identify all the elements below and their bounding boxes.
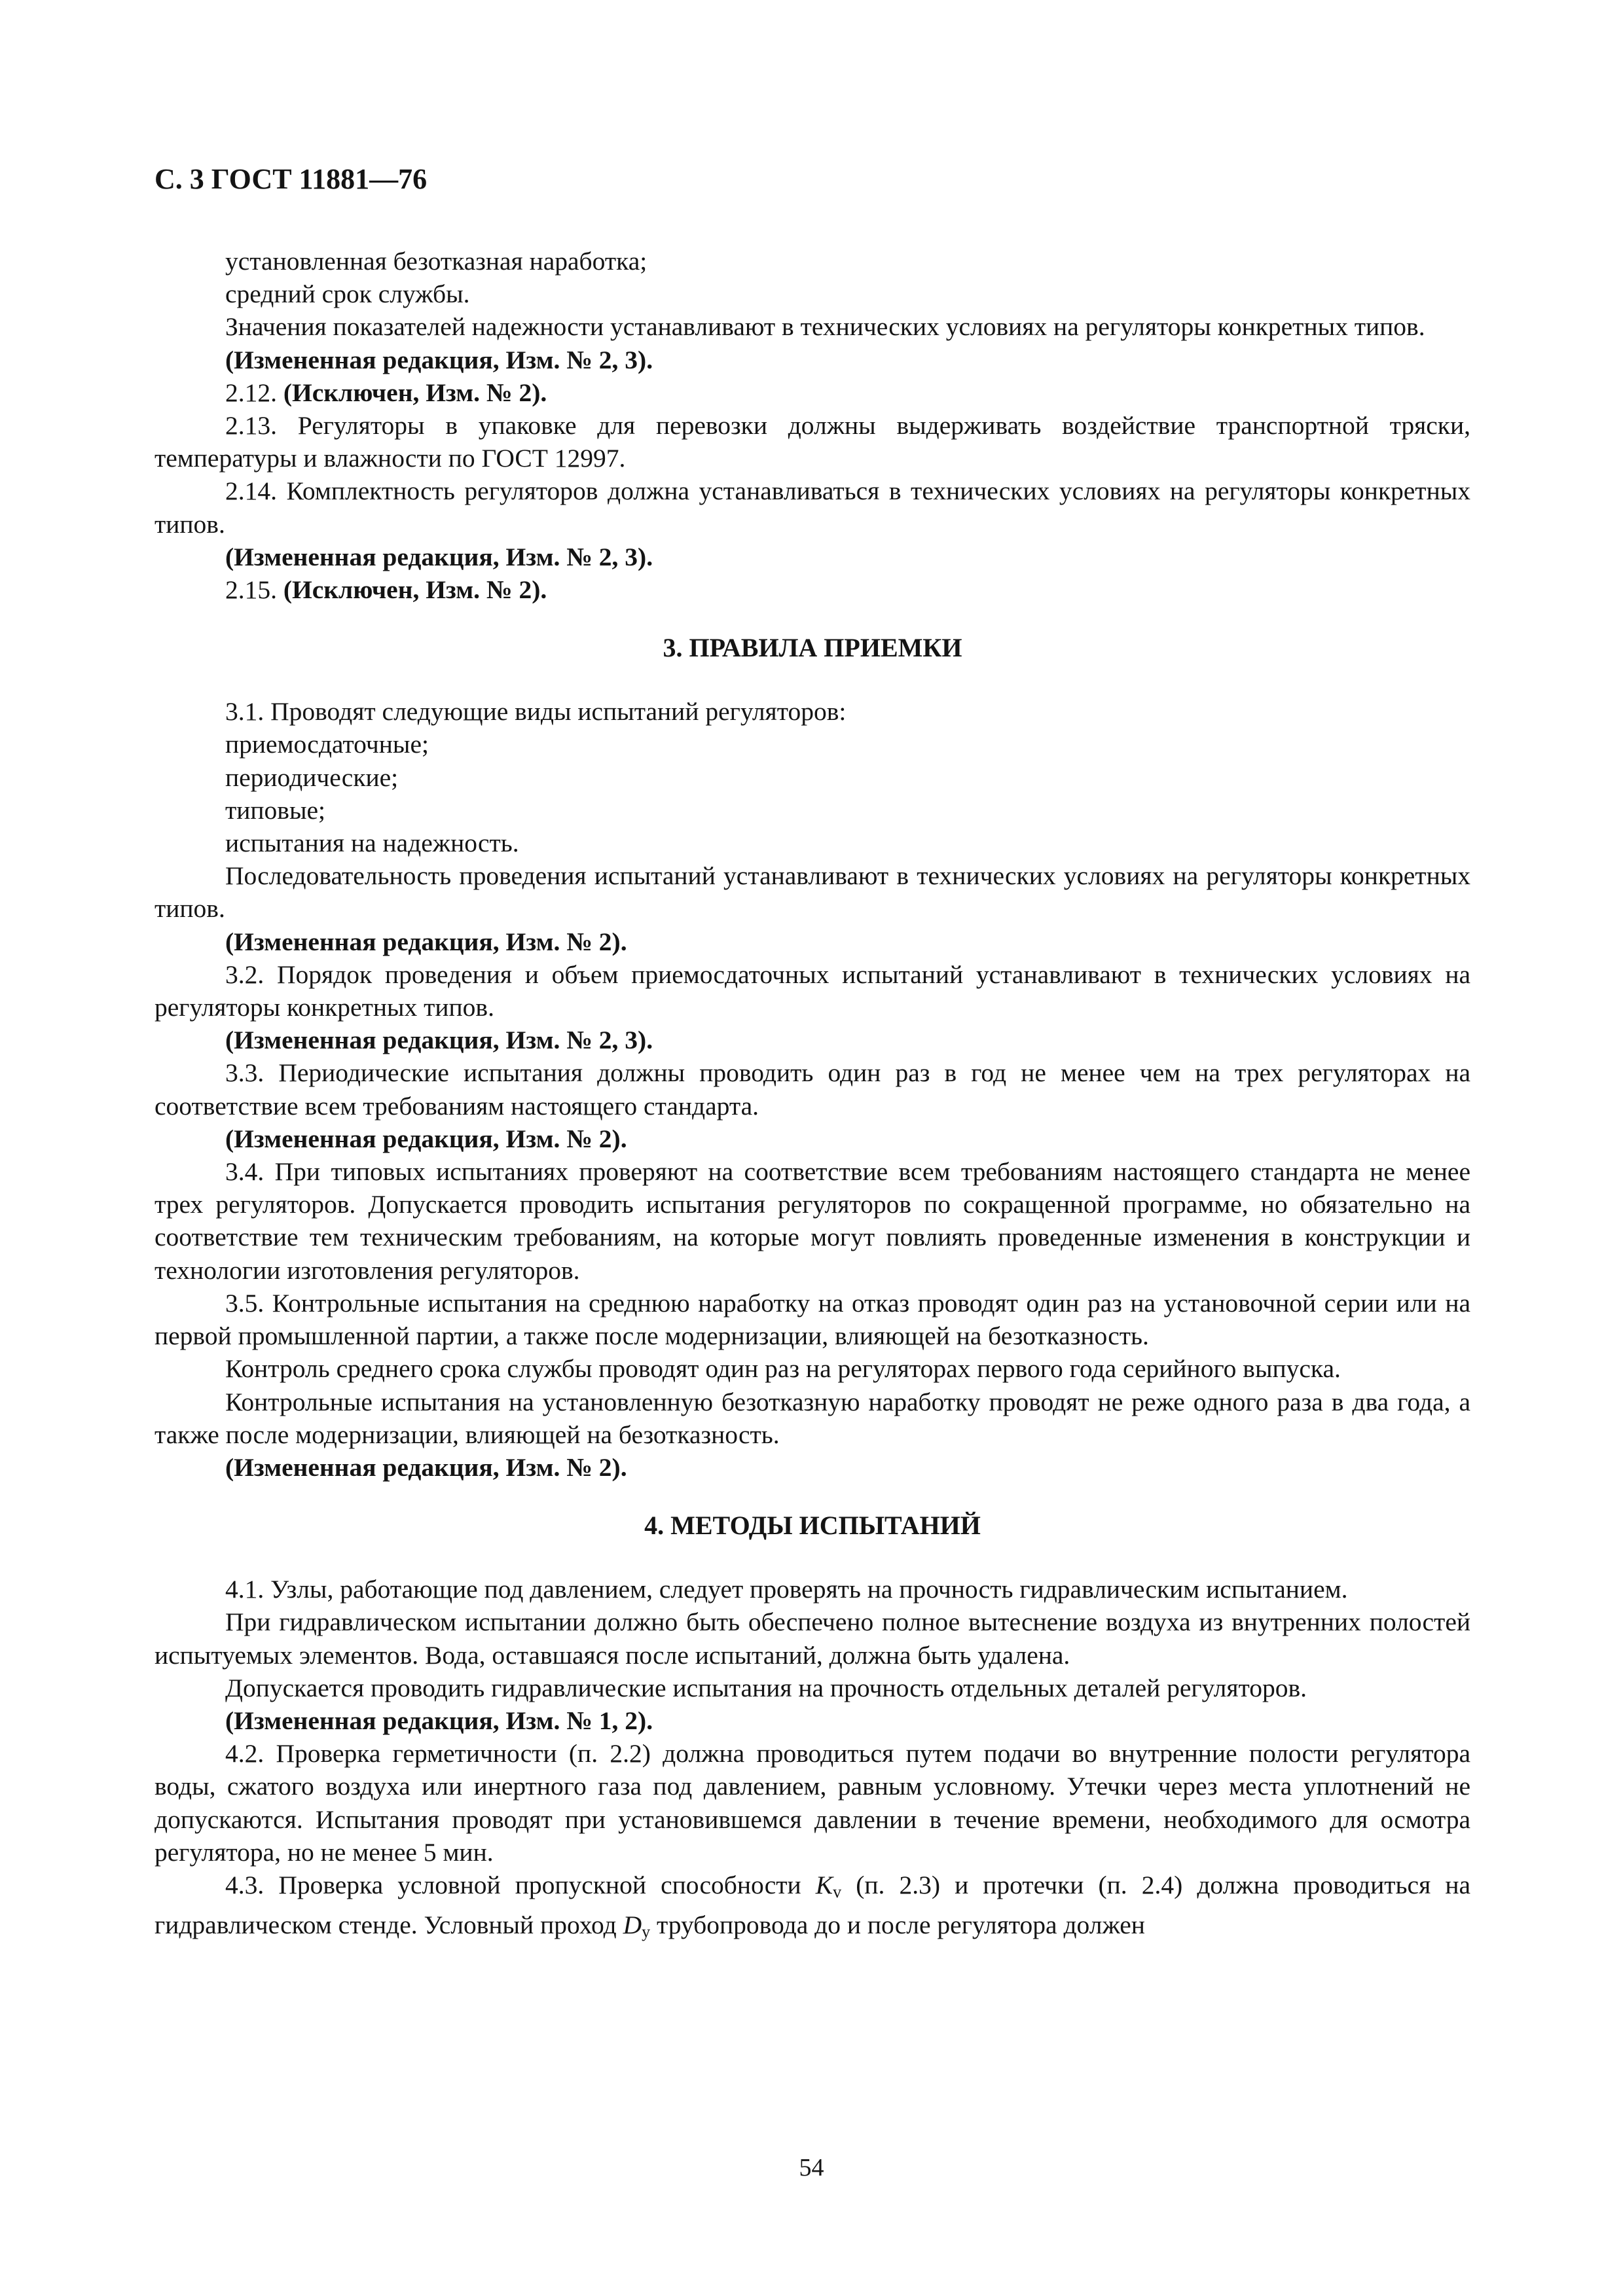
paragraph: установленная безотказная наработка;: [225, 247, 647, 276]
symbol-kv: [816, 1871, 833, 1899]
paragraph-4-2: 4.2. Проверка герметичности (п. 2.2) должна проводиться путем подачи во внутренние полости регулятора воды, сжатого воздуха или инертного газа под давлением, равным условному. Утечки через места уплотнений не допускаются. Испытания проводят при установившемся давлении в течение времени, необходимого для осмотра регулятора, но не менее 5 мин.: [155, 1739, 1470, 1867]
paragraph-2-14: 2.14. Комплектность регуляторов должна устанавливаться в технических условиях на регуляторы конкретных типов.: [155, 476, 1470, 539]
paragraph-3-3: 3.3. Периодические испытания должны проводить один раз в год не менее чем на трех регуляторах на соответствие всем требованиям настоящего стандарта.: [155, 1058, 1470, 1121]
paragraph: Допускается проводить гидравлические испытания на прочность отдельных деталей регуляторов.: [225, 1673, 1307, 1702]
paragraph: Последовательность проведения испытаний устанавливают в технических условиях на регуляторы конкретных типов.: [155, 861, 1470, 924]
section-3-title: 3. ПРАВИЛА ПРИЕМКИ: [663, 633, 962, 663]
clause-number: 2.12.: [225, 378, 283, 407]
paragraph-3-1: 3.1. Проводят следующие виды испытаний регуляторов:: [225, 697, 847, 726]
list-item: испытания на надежность.: [225, 829, 519, 858]
amendment-note: [155, 344, 1470, 376]
paragraph: Контрольные испытания на установленную безотказную наработку проводят не реже одного раза в два года, а также после модернизации, влияющей на безотказность.: [155, 1387, 1470, 1449]
paragraph: При гидравлическом испытании должно быть обеспечено полное вытеснение воздуха из внутренних полостей испытуемых элементов. Вода, оставшаяся после испытаний, должна быть удалена.: [155, 1607, 1470, 1670]
paragraph-3-5: 3.5. Контрольные испытания на среднюю наработку на отказ проводят один раз на установочной серии или на первой промышленной партии, а также после модернизации, влияющей на безотказность.: [155, 1288, 1470, 1351]
symbol-subscript: y: [642, 1922, 651, 1942]
symbol-dy: [623, 1910, 642, 1939]
symbol-letter: K: [815, 1870, 833, 1899]
text-run: 4.3. Проверка условной пропускной способности: [225, 1870, 816, 1899]
clause-number: 2.15.: [225, 575, 283, 605]
amendment-text: (Измененная редакция, Изм. № 2).: [225, 1124, 627, 1153]
amendment-text: (Исключен, Изм. № 2).: [283, 378, 547, 407]
section-4-title: 4. МЕТОДЫ ИСПЫТАНИЙ: [644, 1511, 981, 1541]
paragraph: Значения показателей надежности устанавливают в технических условиях на регуляторы конкретных типов.: [225, 312, 1425, 342]
symbol-letter: D: [623, 1910, 642, 1940]
amendment-text: (Измененная редакция, Изм. № 2, 3).: [225, 345, 653, 374]
page-header: С. 3 ГОСТ 11881—76: [155, 163, 428, 195]
amendment-note: [155, 1704, 1470, 1737]
paragraph-4-3: [155, 1869, 1470, 1948]
symbol-subscript: v: [833, 1882, 842, 1901]
amendment-text: (Измененная редакция, Изм. № 2, 3).: [225, 542, 653, 571]
amendment-note: [155, 1451, 1470, 1484]
list-item: приемосдаточные;: [225, 730, 429, 759]
amendment-text: (Измененная редакция, Изм. № 2).: [225, 927, 627, 956]
amendment-note: [155, 1024, 1470, 1056]
paragraph-2-13: 2.13. Регуляторы в упаковке для перевозки должны выдерживать воздействие транспортной тряски, температуры и влажности по ГОСТ 12997.: [155, 411, 1470, 473]
text-run: трубопровода до и после регулятора должен: [650, 1910, 1145, 1940]
amendment-note: [155, 925, 1470, 958]
page-number: 54: [799, 2154, 824, 2181]
paragraph-3-4: 3.4. При типовых испытаниях проверяют на соответствие всем требованиям настоящего стандарта не менее трех регуляторов. Допускается проводить испытания регуляторов по сокращенной программе, но обязательно на соответствие тем техническим требованиям, на которые могут повлиять проведенные изменения в конструкции и технологии изготовления регуляторов.: [155, 1157, 1470, 1285]
text-run: (п. 2.3) и протечки (п. 2.4) должна проводиться на гидравлическом стенде. Условный проход: [155, 1870, 1471, 1940]
amendment-note: [155, 1122, 1470, 1155]
paragraph: Контроль среднего срока службы проводят один раз на регуляторах первого года серийного выпуска.: [225, 1354, 1341, 1384]
list-item: периодические;: [225, 762, 399, 792]
list-item: типовые;: [225, 795, 325, 825]
amendment-note: [155, 541, 1470, 573]
paragraph-3-2: 3.2. Порядок проведения и объем приемосдаточных испытаний устанавливают в технических условиях на регуляторы конкретных типов.: [155, 960, 1470, 1022]
amendment-text: (Измененная редакция, Изм. № 2).: [225, 1452, 627, 1482]
paragraph-2-12: [155, 376, 1470, 409]
paragraph-2-15: [155, 573, 1470, 606]
amendment-text: (Измененная редакция, Изм. № 2, 3).: [225, 1026, 653, 1055]
amendment-text: (Исключен, Изм. № 2).: [283, 575, 547, 605]
amendment-text: (Измененная редакция, Изм. № 1, 2).: [225, 1706, 653, 1735]
paragraph: средний срок службы.: [225, 279, 470, 309]
paragraph-4-1: 4.1. Узлы, работающие под давлением, следует проверять на прочность гидравлическим испытанием.: [225, 1575, 1348, 1604]
document-body: [155, 245, 1470, 1948]
